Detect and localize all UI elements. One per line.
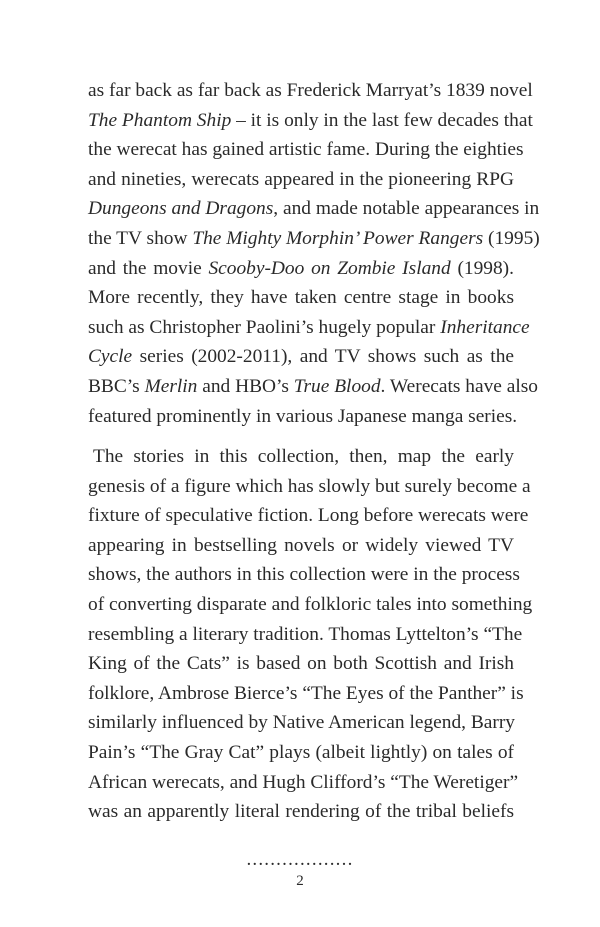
text-line: [88, 768, 519, 798]
body-text: the TV show: [88, 227, 193, 249]
body-text: African werecats, and Hugh Clifford’s “The Weretiger”: [88, 771, 519, 793]
body-text: of converting disparate and folkloric tales into something: [88, 593, 533, 615]
body-text: Pain’s “The Gray Cat” plays (albeit lightly) on tales of: [88, 741, 514, 763]
text-line: [88, 708, 514, 738]
text-line: [88, 313, 530, 343]
text-line: [88, 620, 523, 650]
body-text: King of the Cats” is based on both Scottish and Irish: [88, 653, 514, 675]
body-text: and HBO’s: [197, 375, 294, 397]
body-text: series (2002-2011), and TV shows such as the: [132, 346, 514, 368]
text-line: [88, 738, 514, 768]
body-text: , and made notable appearances in: [273, 198, 540, 220]
body-text: fixture of speculative fiction. Long before werecats were: [88, 505, 529, 527]
body-text: . Werecats have also: [380, 375, 538, 397]
italic-title-text: The Phantom Ship: [88, 109, 232, 131]
text-line: [88, 501, 529, 531]
text-line: [88, 531, 514, 561]
body-text: BBC’s: [88, 375, 145, 397]
body-text: similarly influenced by Native American legend, Barry: [88, 712, 515, 734]
body-text: the werecat has gained artistic fame. During the eighties: [88, 139, 524, 161]
body-text: and the movie: [88, 257, 209, 279]
text-line: [88, 590, 533, 620]
italic-title-text: The Mighty Morphin’ Power Rangers: [192, 227, 484, 249]
body-text: shows, the authors in this collection were in the process: [88, 564, 520, 586]
text-line: [88, 679, 524, 709]
body-text: was an apparently literal rendering of the tribal beliefs: [88, 801, 514, 823]
body-text: appearing in bestselling novels or widely viewed TV: [88, 534, 514, 556]
italic-title-text: Dungeons and Dragons: [88, 198, 274, 220]
text-line: [88, 224, 540, 254]
body-text: such as Christopher Paolini’s hugely popular: [88, 316, 441, 338]
body-text: (1998).: [450, 257, 514, 279]
body-text: as far back as far back as Frederick Marryat’s 1839 novel: [88, 80, 533, 101]
text-line: [88, 283, 514, 313]
body-text: and nineties, werecats appeared in the pioneering RPG: [88, 168, 514, 190]
body-text: resembling a literary tradition. Thomas Lyttelton’s “The: [88, 623, 523, 645]
text-line: [88, 402, 518, 432]
italic-title-text: Scooby-Doo on Zombie Island: [208, 257, 451, 279]
footer-separator: ..................: [246, 849, 354, 870]
text-line: [88, 106, 533, 136]
body-text: (1995): [483, 227, 540, 249]
text-line: [88, 472, 531, 502]
text-line: [88, 135, 524, 165]
text-line: [88, 797, 514, 827]
body-text: featured prominently in various Japanese manga series.: [88, 405, 518, 427]
text-line: [88, 649, 514, 679]
page-number: 2: [296, 873, 304, 889]
italic-title-text: True Blood: [293, 375, 381, 397]
body-text: More recently, they have taken centre stage in books: [88, 287, 514, 309]
paragraph-2: [88, 442, 533, 827]
italic-title-text: Inheritance: [440, 316, 530, 338]
paragraph-1: [88, 76, 540, 431]
text-line: [88, 254, 514, 284]
text-line: [88, 442, 514, 472]
text-line: [88, 372, 538, 402]
body-text: folklore, Ambrose Bierce’s “The Eyes of the Panther” is: [88, 682, 524, 704]
text-line: [88, 76, 533, 106]
text-line: [88, 194, 540, 224]
text-line: [88, 560, 520, 590]
text-line: [88, 342, 514, 372]
italic-title-text: Merlin: [144, 375, 198, 397]
body-text: The stories in this collection, then, map the early: [93, 446, 514, 467]
italic-title-text: Cycle: [88, 346, 133, 368]
body-text: – it is only in the last few decades that: [231, 109, 533, 131]
text-line: [88, 165, 514, 195]
body-text: genesis of a figure which has slowly but surely become a: [88, 475, 531, 497]
